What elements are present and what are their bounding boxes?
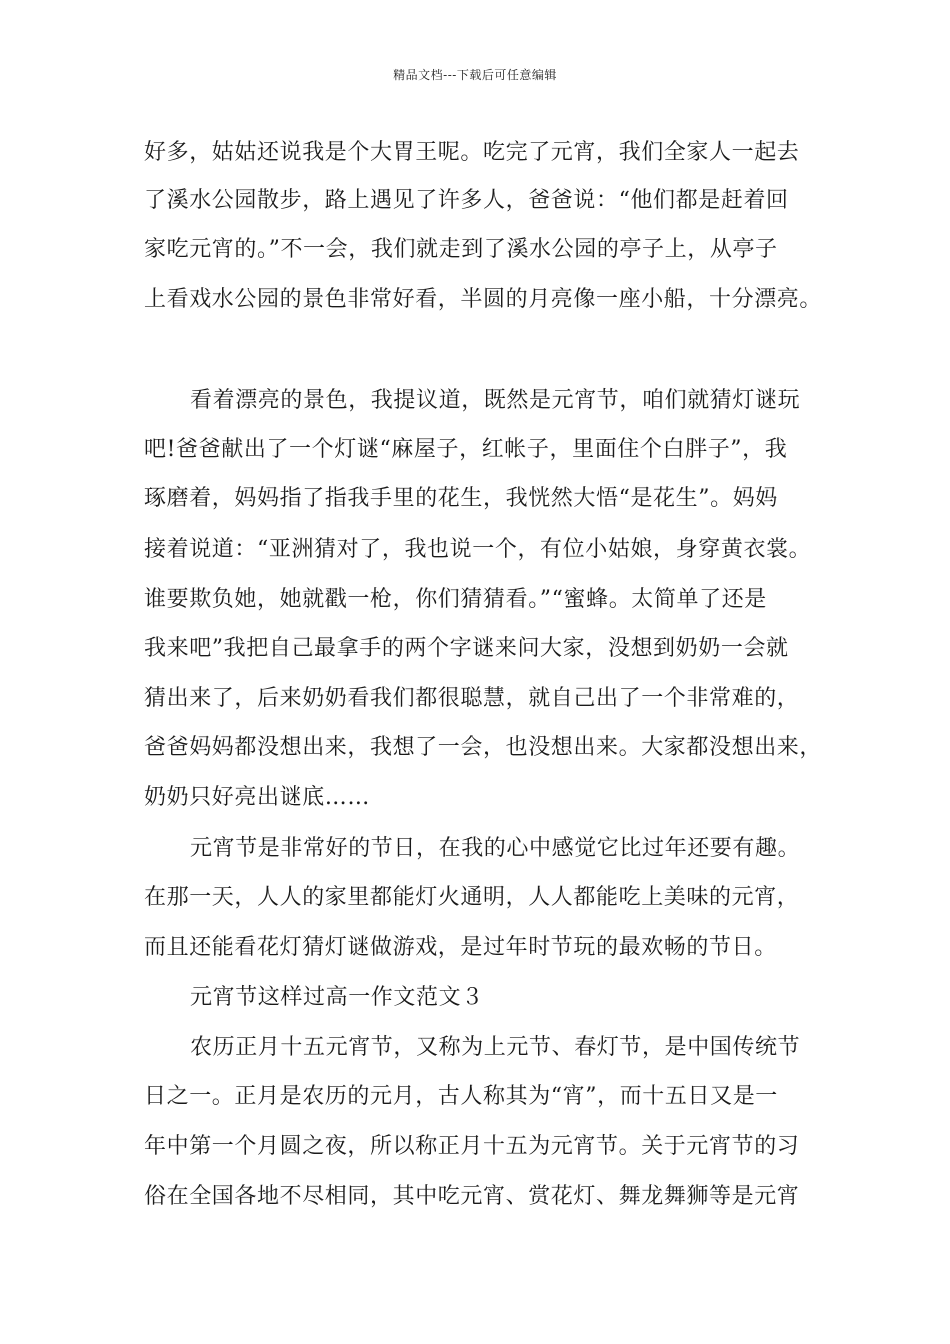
text-line: 了溪水公园散步，路上遇见了许多人，爸爸说：“他们都是赶着回 xyxy=(144,188,789,213)
text-line: 好多，姑姑还说我是个大胃王呢。吃完了元宵，我们全家人一起去 xyxy=(144,140,800,165)
text-line: 猜出来了，后来奶奶看我们都很聪慧，就自己出了一个非常难的， xyxy=(144,686,800,711)
text-line: 我来吧”我把自己最拿手的两个字谜来问大家，没想到奶奶一会就 xyxy=(144,636,789,661)
page-header: 精品文档---下载后可任意编辑 xyxy=(393,68,557,82)
text-line: 爸爸妈妈都没想出来，我想了一会，也没想出来。大家都没想出来， xyxy=(144,735,823,760)
text-line: 接着说道：“亚洲猜对了，我也说一个，有位小姑娘，身穿黄衣裳。 xyxy=(144,537,812,562)
text-line: 在那一天，人人的家里都能灯火通明，人人都能吃上美味的元宵， xyxy=(144,885,800,910)
essay-title: 元宵节这样过高一作文范文３ xyxy=(190,985,484,1010)
text-line: 看着漂亮的景色，我提议道，既然是元宵节，咱们就猜灯谜玩 xyxy=(190,388,801,413)
text-line: 琢磨着，妈妈指了指我手里的花生，我恍然大悟“是花生”。妈妈 xyxy=(144,486,778,511)
text-line: 吧!爸爸献出了一个灯谜“麻屋子，红帐子，里面住个白胖子”，我 xyxy=(144,437,788,462)
text-line: 上看戏水公园的景色非常好看，半圆的月亮像一座小船，十分漂亮。 xyxy=(144,287,823,312)
text-line: 元宵节是非常好的节日，在我的心中感觉它比过年还要有趣。 xyxy=(190,836,801,861)
text-line: 年中第一个月圆之夜，所以称正月十五为元宵节。关于元宵节的习 xyxy=(144,1134,800,1159)
text-line: 而且还能看花灯猜灯谜做游戏，是过年时节玩的最欢畅的节日。 xyxy=(144,935,777,960)
text-line: 农历正月十五元宵节，又称为上元节、春灯节，是中国传统节 xyxy=(190,1035,801,1060)
text-line: 谁要欺负她，她就戳一枪，你们猜猜看。”“蜜蜂。太简单了还是 xyxy=(144,587,767,612)
text-line: 家吃元宵的。”不一会，我们就走到了溪水公园的亭子上，从亭子 xyxy=(144,237,778,262)
text-line: 俗在全国各地不尽相同，其中吃元宵、赏花灯、舞龙舞狮等是元宵 xyxy=(144,1184,800,1209)
text-line: 日之一。正月是农历的元月，古人称其为“宵”，而十五日又是一 xyxy=(144,1084,778,1109)
text-line: 奶奶只好亮出谜底…… xyxy=(144,785,371,810)
